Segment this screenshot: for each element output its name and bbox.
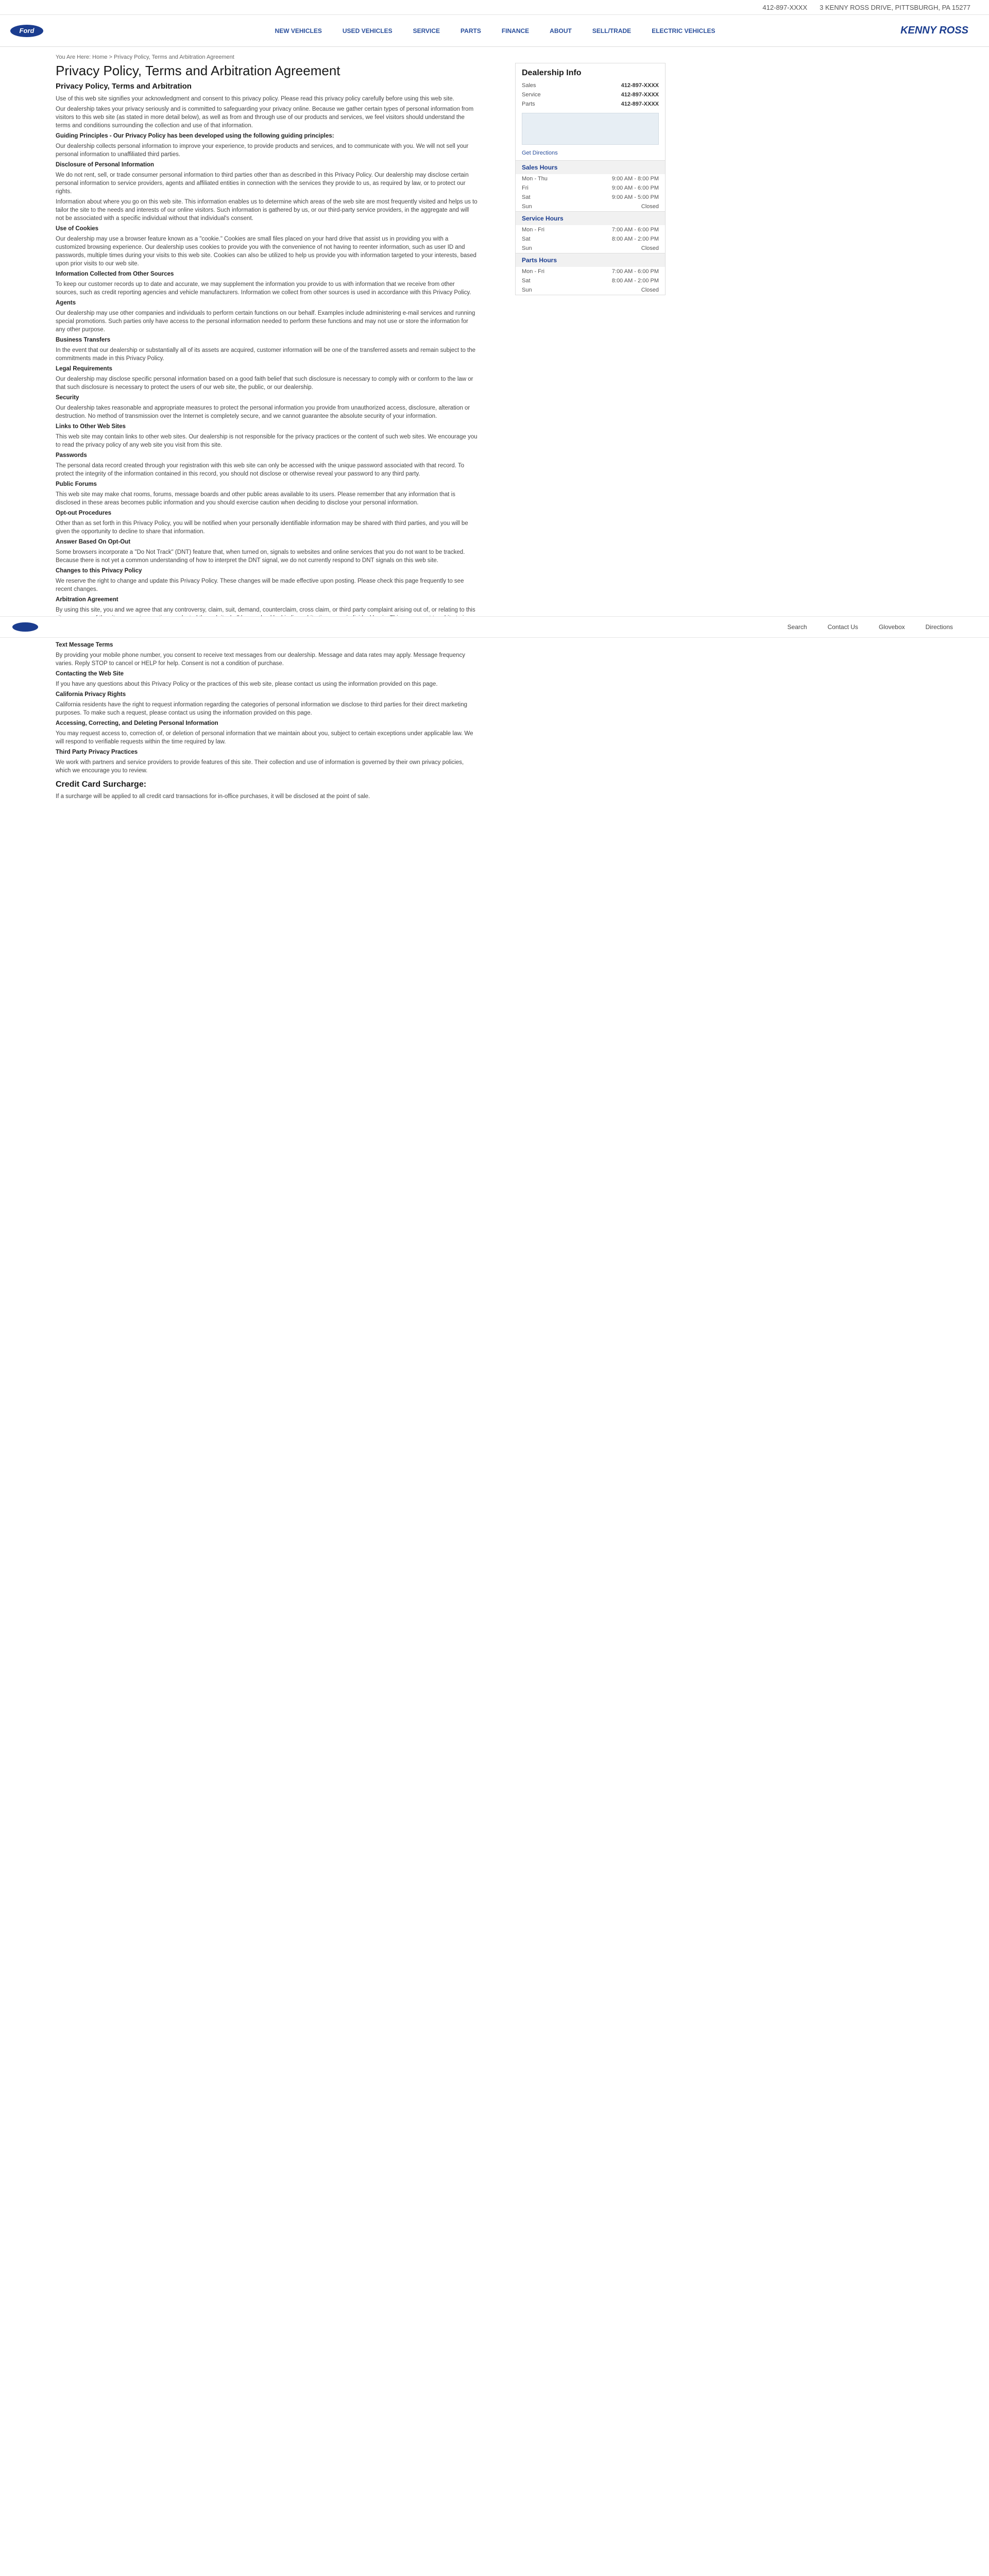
policy-paragraph: This web site may make chat rooms, forums, message boards and other public areas available to its users. Please remember that any information that is disclosed in these areas becomes public information and you should exercise caution when deciding to disclose your personal information.	[56, 492, 455, 506]
hours-row	[516, 285, 665, 295]
policy-paragraph: By using this site, you and we agree that any controversy, claim, suit, demand, counterclaim, cross claim, or third party complaint arising out of, or relating to this	[56, 607, 475, 613]
toolbar-link-glovebox[interactable]: Glovebox	[878, 623, 905, 631]
hours-day: Mon - Fri	[522, 227, 544, 233]
policy-paragraph: We work with partners and service providers to provide features of this site. Their collection and use of information is governed by their own privacy policies, which we encourage you to review.	[56, 759, 464, 774]
policy-paragraph: If you have any questions about this Privacy Policy or the practices of this web site, please contact us using the information provided on this page.	[56, 681, 438, 687]
phone-label: Parts	[522, 101, 535, 107]
hours-time: Closed	[641, 287, 659, 293]
section-heading: Contacting the Web Site	[56, 671, 124, 677]
main-content	[56, 63, 478, 803]
dealership-info-title: Dealership Info	[522, 69, 582, 77]
hours-day: Sat	[522, 236, 531, 242]
sticky-toolbar	[0, 616, 989, 638]
policy-paragraph: You may request access to, correction of, or deletion of personal information that we maintain about you, subject to certain exceptions under applicable law. We will respond to verifiable requests within the time required by law.	[56, 731, 473, 745]
hours-time: 8:00 AM - 2:00 PM	[611, 278, 659, 284]
policy-paragraph: The personal data record created through your registration with this web site can only be accessed with the unique password associated with that record. To protect the integrity of the information contained in this record, you should not disclose or otherwise reveal your password to any third party.	[56, 463, 465, 477]
toolbar-link-directions[interactable]: Directions	[925, 623, 953, 631]
section-heading: Information Collected from Other Sources	[56, 271, 174, 277]
utility-bar	[0, 0, 989, 15]
hours-row	[516, 244, 665, 253]
policy-paragraph: Our dealership may use a browser feature known as a "cookie." Cookies are small files placed on your hard drive that assist us in providing you with a customized browsing experience. Our dealership uses cookies to provide you with the convenience of not having to reenter information, such as user ID and passwords, multiple times during your visits to this web site. Cookies can also be utilized to help us provide you with information targeted to your interests, based upon prior visits to our web site.	[56, 236, 476, 267]
dealer-phone[interactable]: 412-897-XXXX	[762, 3, 808, 11]
nav-item-finance[interactable]: FINANCE	[501, 27, 530, 35]
section-heading: Security	[56, 395, 79, 401]
policy-paragraph: Our dealership may disclose specific personal information based on a good faith belief that such disclosure is necessary to comply with or conform to the law or that such disclosure is necessary to protect the users of our web site, the public, or our dealership.	[56, 376, 473, 391]
hours-time: 9:00 AM - 8:00 PM	[611, 176, 659, 182]
nav-item-parts[interactable]: PARTS	[461, 27, 481, 35]
section-heading: Answer Based On Opt-Out	[56, 539, 131, 545]
dealership-info-panel	[515, 63, 666, 295]
policy-paragraph: Our dealership may use other companies and individuals to perform certain functions on our behalf. Examples include administering e-mail services and running special promotions. Such parties only have access to the personal information needed to perform these functions and may not use or store the information for any other purpose.	[56, 310, 475, 333]
policy-paragraph: California residents have the right to request information regarding the categories of personal information we disclose to third parties for their direct marketing purposes. To make such a request, please contact us using the information provided on this page.	[56, 702, 468, 716]
toolbar-link-search[interactable]: Search	[787, 623, 807, 631]
section-heading: Third Party Privacy Practices	[56, 749, 138, 755]
section-heading: Changes to this Privacy Policy	[56, 568, 142, 574]
credit-card-title: Credit Card Surcharge:	[56, 780, 147, 789]
hours-day: Sun	[522, 245, 532, 251]
nav-item-sell-trade[interactable]: SELL/TRADE	[592, 27, 632, 35]
dealer-logo[interactable]: KENNY ROSS	[900, 25, 968, 36]
policy-paragraph: Our dealership takes your privacy seriously and is committed to safeguarding your privacy online. Because we gather certain types of personal information from visitors to this web site (as stated in more detail below), as well as from and through use of our products and services, we feel visitors should understand the terms and conditions surrounding the collection and use of that information.	[56, 106, 474, 129]
nav-item-used-vehicles[interactable]: USED VEHICLES	[342, 27, 393, 35]
section-heading: Text Message Terms	[56, 642, 113, 648]
credit-card-text: If a surcharge will be applied to all credit card transactions for in-office purchases, it will be disclosed at the point of sale.	[56, 793, 370, 800]
hours-time: 7:00 AM - 6:00 PM	[611, 227, 659, 233]
hours-section-header[interactable]: Service Hours	[516, 211, 665, 225]
hours-section-header[interactable]: Parts Hours	[516, 253, 665, 267]
nav-item-about[interactable]: ABOUT	[550, 27, 572, 35]
phone-list	[516, 81, 665, 109]
site-header	[0, 15, 989, 47]
ford-logo[interactable]: Ford	[10, 25, 43, 37]
dealer-address[interactable]: 3 KENNY ROSS DRIVE, PITTSBURGH, PA 15277	[820, 3, 970, 11]
phone-number[interactable]: 412-897-XXXX	[621, 101, 659, 107]
hours-day: Mon - Thu	[522, 176, 548, 182]
section-heading: Business Transfers	[56, 337, 111, 343]
hours-time: 9:00 AM - 5:00 PM	[611, 194, 659, 200]
map-thumbnail[interactable]	[522, 113, 659, 145]
hours-time: Closed	[641, 245, 659, 251]
section-heading: Opt-out Procedures	[56, 510, 111, 516]
hours-row	[516, 202, 665, 211]
phone-row[interactable]	[516, 81, 665, 90]
section-heading: California Privacy Rights	[56, 691, 126, 698]
page-subtitle: Privacy Policy, Terms and Arbitration	[56, 82, 192, 91]
phone-row[interactable]	[516, 90, 665, 99]
toolbar-link-contact-us[interactable]: Contact Us	[827, 623, 858, 631]
breadcrumb: You Are Here: Home > Privacy Policy, Terms and Arbitration Agreement	[56, 54, 234, 60]
policy-paragraph: We reserve the right to change and update this Privacy Policy. These changes will be made effective upon posting. Please check this page frequently to see recent changes.	[56, 578, 464, 592]
section-heading: Legal Requirements	[56, 366, 112, 372]
section-heading: Arbitration Agreement	[56, 597, 118, 603]
hours-time: Closed	[641, 204, 659, 210]
policy-paragraph: Other than as set forth in this Privacy Policy, you will be notified when your personally identifiable information may be shared with third parties, and you will be given the opportunity to decline to share that information.	[56, 520, 468, 535]
policy-paragraph: Our dealership collects personal information to improve your experience, to provide products and services, and to communicate with you. We will not sell your personal information to unaffiliated third parties.	[56, 143, 469, 158]
phone-label: Service	[522, 92, 541, 98]
hours-time: 9:00 AM - 6:00 PM	[611, 185, 659, 191]
section-heading: Links to Other Web Sites	[56, 423, 126, 430]
toolbar-links	[788, 623, 953, 631]
hours-row	[516, 193, 665, 202]
section-heading: Agents	[56, 300, 76, 306]
phone-number[interactable]: 412-897-XXXX	[621, 92, 659, 98]
nav-item-electric-vehicles[interactable]: ELECTRIC VEHICLES	[652, 27, 715, 35]
section-heading: Guiding Principles - Our Privacy Policy has been developed using the following guiding principles:	[56, 133, 334, 139]
hours-time: 8:00 AM - 2:00 PM	[611, 236, 659, 242]
section-heading: Disclosure of Personal Information	[56, 162, 155, 168]
hours-row	[516, 267, 665, 276]
nav-item-service[interactable]: SERVICE	[413, 27, 440, 35]
policy-paragraph: By providing your mobile phone number, you consent to receive text messages from our dealership. Message and data rates may apply. Message frequency varies. Reply STOP to cancel or HELP for help. Consent is not a condition of purchase.	[56, 652, 465, 667]
hours-day: Sun	[522, 287, 532, 293]
hours-day: Sat	[522, 194, 531, 200]
hours-list	[516, 160, 665, 295]
hours-day: Mon - Fri	[522, 268, 544, 275]
section-heading: Accessing, Correcting, and Deleting Personal Information	[56, 720, 218, 726]
hours-day: Fri	[522, 185, 528, 191]
phone-row[interactable]	[516, 99, 665, 109]
hours-row	[516, 174, 665, 183]
page-title: Privacy Policy, Terms and Arbitration Agreement	[56, 63, 340, 78]
policy-body	[56, 95, 478, 775]
section-heading: Public Forums	[56, 481, 97, 487]
nav-item-new-vehicles[interactable]: NEW VEHICLES	[275, 27, 322, 35]
policy-paragraph: We do not rent, sell, or trade consumer personal information to third parties other than as described in this Privacy Policy. Our dealership may disclose certain personal information to service providers, agents and affiliated entities in connection with the services they provide to us, as required by law, or to protect our rights.	[56, 172, 469, 195]
hours-row	[516, 183, 665, 193]
hours-row	[516, 276, 665, 285]
policy-paragraph: This web site may contain links to other web sites. Our dealership is not responsible for the privacy practices or the content of such web sites. We encourage you to read the privacy policy of any web site you visit from this site.	[56, 434, 478, 448]
hours-row	[516, 234, 665, 244]
policy-paragraph: To keep our customer records up to date and accurate, we may supplement the information you provide to us with information that we receive from other sources, such as credit reporting agencies and vehicle manufacturers. Information we collect from other sources is used in accordance with this Privacy Policy.	[56, 281, 471, 296]
phone-number[interactable]: 412-897-XXXX	[621, 82, 659, 89]
hours-row	[516, 225, 665, 234]
policy-paragraph: Information about where you go on this web site. This information enables us to determine which areas of the web site are most frequently visited and helps us to tailor the site to the needs and interests of our online visitors. Such information is gathered by us, or our third-party service providers, in the aggregate and will not be associated with a specific individual without that individual's consent.	[56, 199, 478, 222]
policy-paragraph: Some browsers incorporate a "Do Not Track" (DNT) feature that, when turned on, signals to websites and online services that you do not want to be tracked. Because there is not yet a common understanding of how to interpret the DNT signal, we do not currently respond to DNT signals on this web site.	[56, 549, 465, 564]
ford-logo-small[interactable]	[12, 622, 38, 632]
hours-time: 7:00 AM - 6:00 PM	[611, 268, 659, 275]
directions-link[interactable]: Get Directions	[522, 150, 558, 156]
policy-paragraph: In the event that our dealership or substantially all of its assets are acquired, customer information will be one of the transferred assets and remain subject to the commitments made in this Privacy Policy.	[56, 347, 476, 362]
hours-day: Sun	[522, 204, 532, 210]
policy-paragraph: Our dealership takes reasonable and appropriate measures to protect the personal information you provide from unauthorized access, disclosure, alteration or destruction. No method of transmission over the Internet is completely secure, and we cannot guarantee the absolute security of your information.	[56, 405, 470, 419]
phone-label: Sales	[522, 82, 536, 89]
hours-section-header[interactable]: Sales Hours	[516, 160, 665, 174]
section-heading: Use of Cookies	[56, 226, 99, 232]
hours-day: Sat	[522, 278, 531, 284]
main-nav	[90, 27, 900, 35]
policy-paragraph: Use of this web site signifies your acknowledgment and consent to this privacy policy. Please read this privacy policy carefully before using this web site.	[56, 96, 454, 102]
section-heading: Passwords	[56, 452, 87, 459]
